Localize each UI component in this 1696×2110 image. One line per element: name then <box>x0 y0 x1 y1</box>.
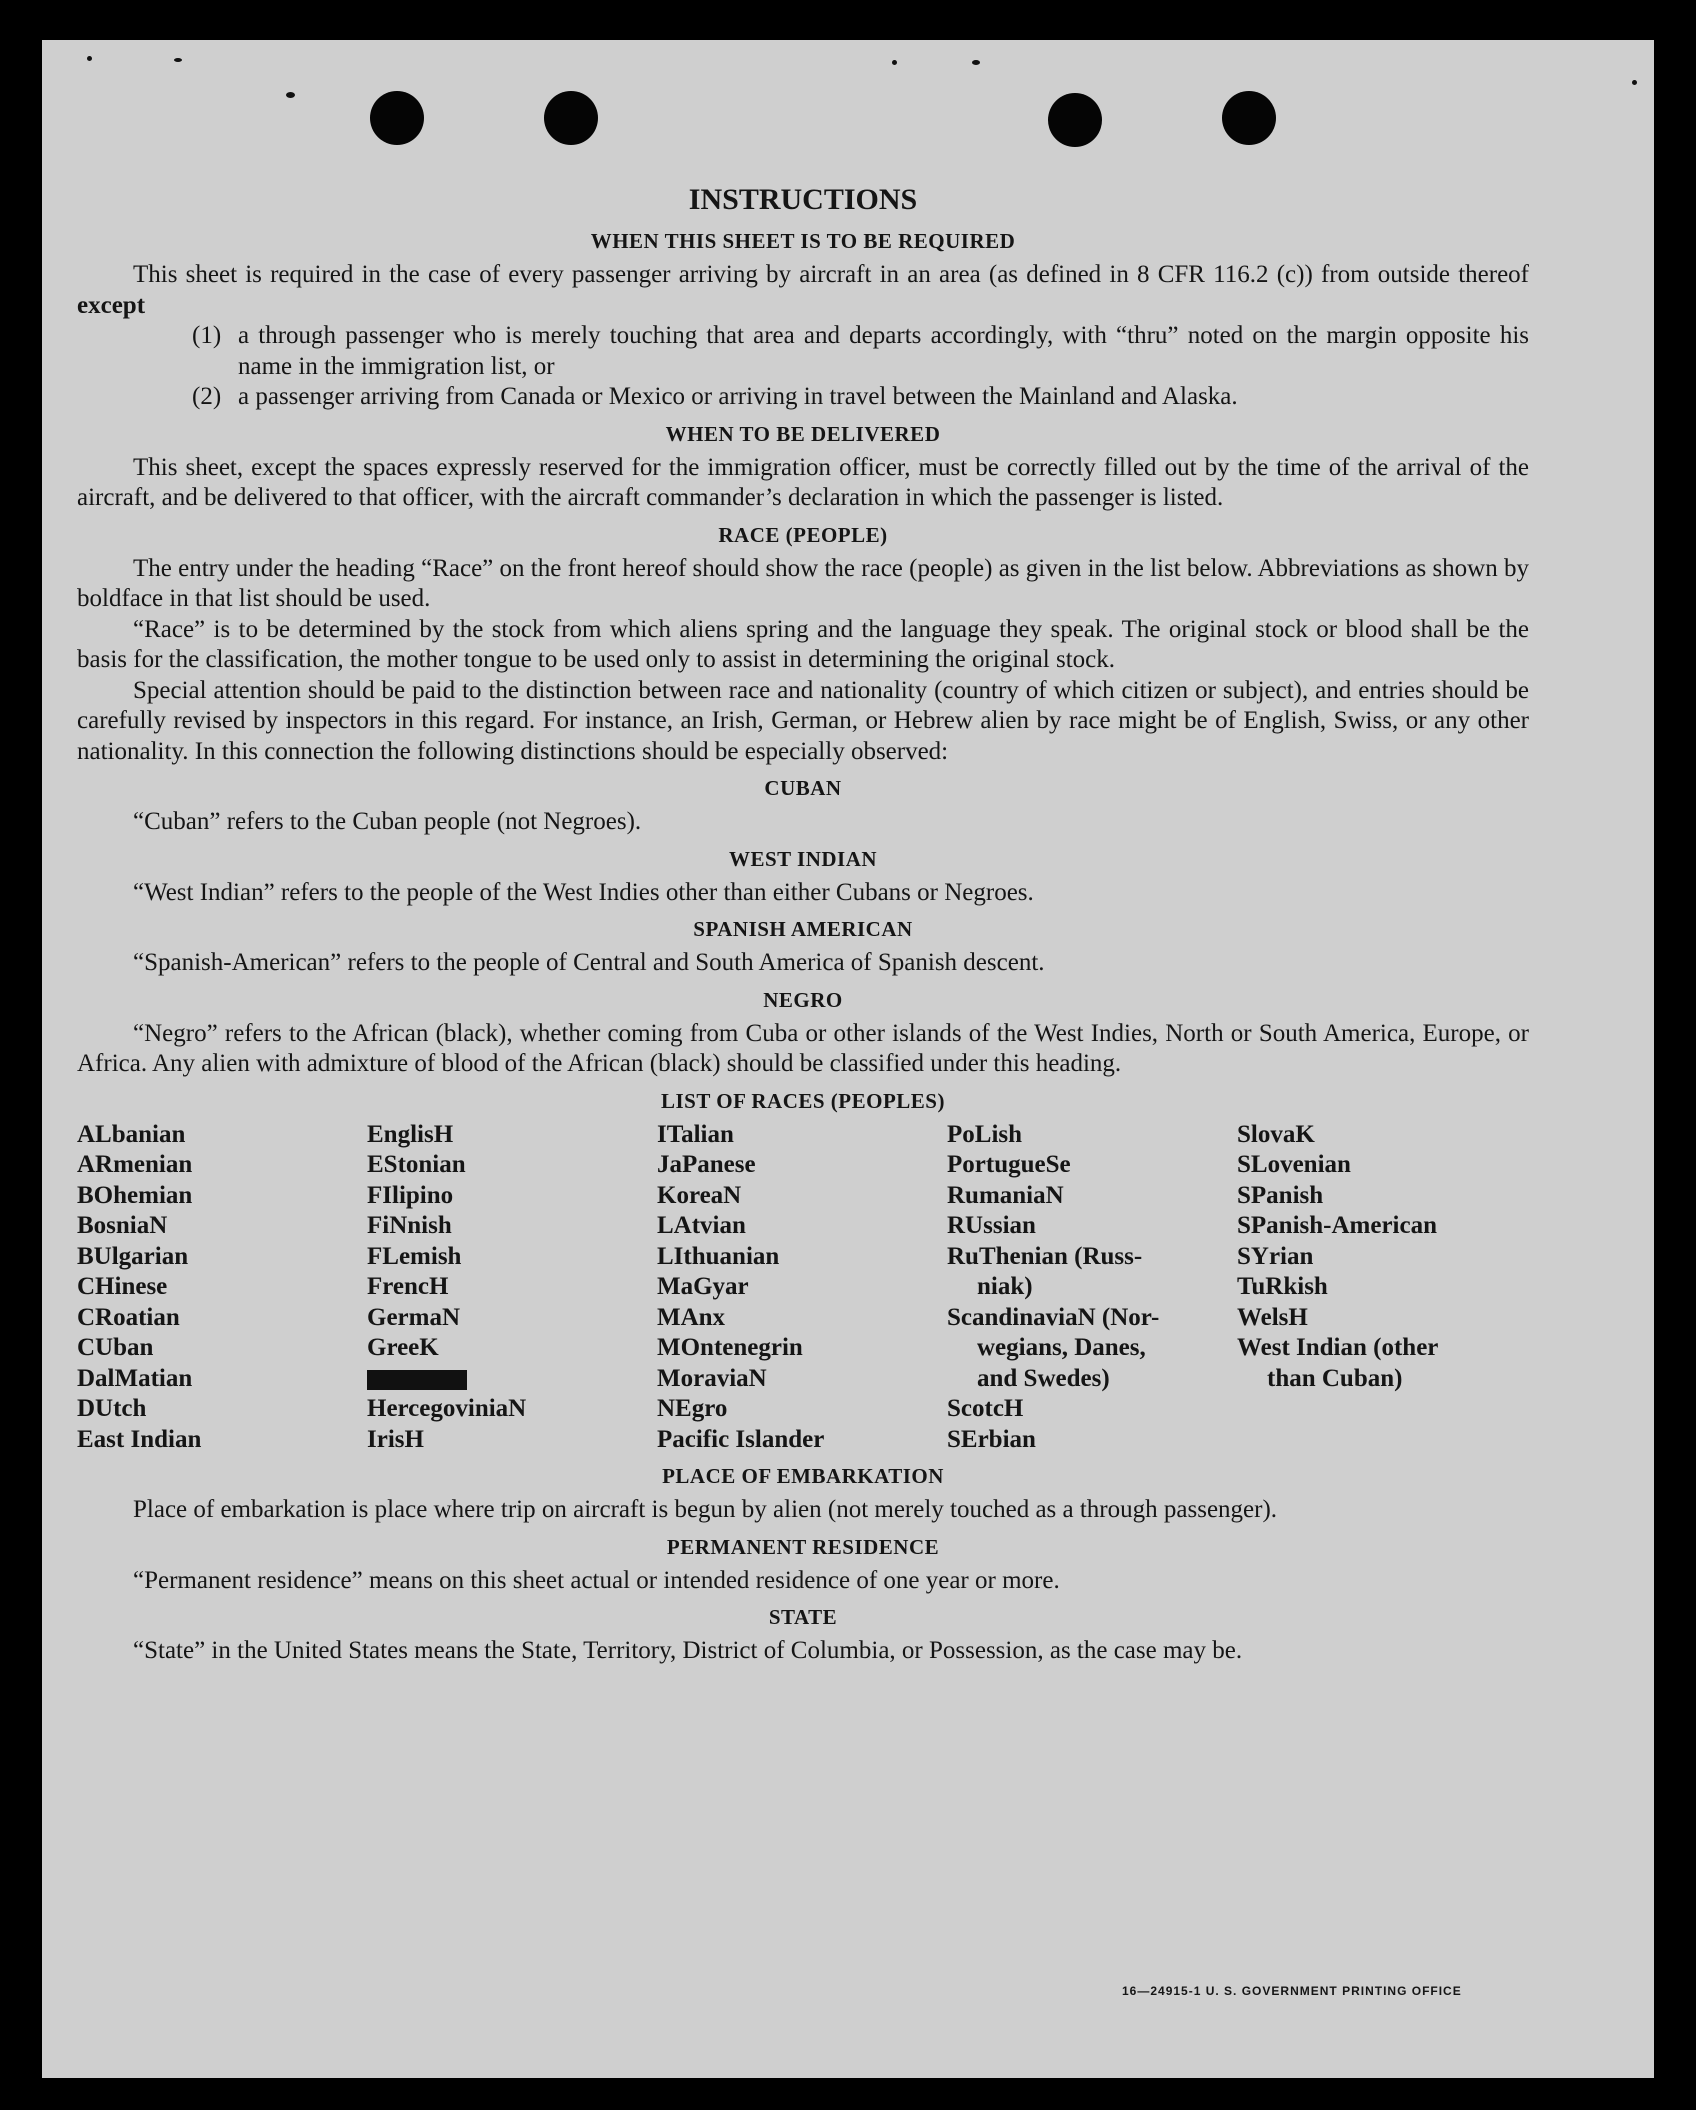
race-item: MoraviaN <box>657 1364 767 1392</box>
race-item: PoLish <box>947 1120 1023 1148</box>
race-item: CUban <box>77 1334 154 1361</box>
document-page <box>42 40 1654 2078</box>
race-item: West Indian (other <box>1237 1334 1439 1361</box>
printer-imprint: 16—24915-1 U. S. GOVERNMENT PRINTING OFFICE <box>1122 1984 1462 1998</box>
paragraph: This sheet is required in the case of every passenger arriving by aircraft in an area (as defined in 8 CFR 116.2 (c)) from outside thereof except <box>77 261 1529 319</box>
redaction-mark <box>367 1370 467 1390</box>
redacted-entry <box>367 1364 657 1395</box>
paragraph: This sheet, except the spaces expressly reserved for the immigration officer, must be correctly filled out by the time of the arrival of the aircraft, and be delivered to that officer, with the aircraft commander’s declaration in which the passenger is listed. <box>77 453 1529 511</box>
speck <box>87 56 92 61</box>
section-heading: PERMANENT RESIDENCE <box>666 1534 940 1559</box>
race-item: ARmenian <box>77 1151 193 1178</box>
race-item: EStonian <box>367 1151 466 1178</box>
race-item-continued: wegians, Danes, <box>977 1334 1146 1361</box>
race-column <box>947 1120 1237 1456</box>
race-item: FIlipino <box>367 1181 454 1209</box>
race-item: JaPanese <box>657 1151 756 1178</box>
race-item: FrencH <box>367 1273 449 1300</box>
speck <box>286 92 295 98</box>
paragraph: “State” in the United States means the State, Territory, District of Columbia, or Possession, as the case may be. <box>133 1637 1243 1664</box>
section-heading: RACE (PEOPLE) <box>718 522 888 547</box>
race-item: SPanish-American <box>1237 1212 1437 1239</box>
paragraph: Special attention should be paid to the distinction between race and nationality (country of which citizen or subject), and entries should be carefully revised by inspectors in this regard. For instance, an Irish, German, or Hebrew alien by race might be of English, Swiss, or any other nationality. In this connection the following distinctions should be especially observed: <box>77 676 1529 765</box>
race-item: Pacific Islander <box>657 1425 825 1453</box>
speck <box>1632 80 1637 85</box>
race-item: ScandinaviaN (Nor- <box>947 1303 1160 1331</box>
section-heading: NEGRO <box>763 987 843 1012</box>
paragraph: “West Indian” refers to the people of the West Indies other than either Cubans or Negroes. <box>133 878 1034 906</box>
race-item: GreeK <box>367 1334 439 1361</box>
race-item: HercegoviniaN <box>367 1395 527 1422</box>
punch-hole <box>1222 91 1276 145</box>
race-item: ScotcH <box>947 1395 1024 1422</box>
race-item-continued: niak) <box>977 1273 1033 1300</box>
race-list <box>77 1120 1529 1456</box>
section-heading: WHEN THIS SHEET IS TO BE REQUIRED <box>590 229 1016 253</box>
race-column <box>77 1120 367 1456</box>
race-item: MAnx <box>657 1303 726 1331</box>
race-item: CRoatian <box>77 1303 180 1331</box>
list-item: (2) a passenger arriving from Canada or Mexico or arriving in travel between the Mainland and Alaska. <box>192 383 1238 410</box>
race-item: KoreaN <box>657 1181 742 1209</box>
race-item-continued: and Swedes) <box>977 1364 1110 1392</box>
race-item: GermaN <box>367 1303 461 1331</box>
paragraph: “Spanish-American” refers to the people of Central and South America of Spanish descent. <box>133 949 1045 976</box>
race-item: SPanish <box>1237 1181 1324 1209</box>
race-item: WelsH <box>1237 1303 1308 1331</box>
race-item-continued: than Cuban) <box>1267 1364 1403 1392</box>
race-item: FLemish <box>367 1242 462 1270</box>
section-heading: WHEN TO BE DELIVERED <box>665 421 941 446</box>
race-item: SlovaK <box>1237 1120 1315 1148</box>
race-item: DUtch <box>77 1395 147 1422</box>
race-item: LIthuanian <box>657 1242 780 1270</box>
race-column <box>367 1120 657 1456</box>
race-item: BUlgarian <box>77 1242 189 1270</box>
race-item: SErbian <box>947 1425 1036 1453</box>
race-column <box>657 1120 947 1456</box>
punch-hole <box>370 91 424 145</box>
race-item: BosniaN <box>77 1212 168 1239</box>
list-item: (1) a through passenger who is merely touching that area and departs accordingly, with “thru” noted on the margin opposite his name in the immigration list, or <box>192 322 1529 380</box>
race-item: BOhemian <box>77 1181 193 1209</box>
punch-hole <box>1048 93 1102 147</box>
paragraph: “Negro” refers to the African (black), whether coming from Cuba or other islands of the West Indies, North or South America, Europe, or Africa. Any alien with admixture of blood of the African (black) should be classified under this heading. <box>77 1019 1529 1077</box>
paragraph: “Cuban” refers to the Cuban people (not Negroes). <box>133 808 642 835</box>
race-item: NEgro <box>657 1395 728 1422</box>
race-item: MaGyar <box>657 1273 749 1300</box>
section-heading: CUBAN <box>764 776 842 800</box>
paragraph: “Permanent residence” means on this sheet actual or intended residence of one year or more. <box>133 1566 1060 1594</box>
race-item: EnglisH <box>367 1120 454 1148</box>
speck <box>892 60 897 65</box>
paragraph: “Race” is to be determined by the stock from which aliens spring and the language they speak. The original stock or blood shall be the basis for the classification, the mother tongue to be used only to assist in determining the original stock. <box>77 615 1529 673</box>
instructions-content <box>77 180 1529 1667</box>
paragraph: The entry under the heading “Race” on the front hereof should show the race (people) as given in the list below. Abbreviations as shown by boldface in that list should be used. <box>77 554 1529 612</box>
section-heading: STATE <box>768 1605 838 1629</box>
race-item: ITalian <box>657 1120 734 1148</box>
section-heading: LIST OF RACES (PEOPLES) <box>661 1088 945 1113</box>
race-item: FiNnish <box>367 1212 452 1239</box>
race-item: SLovenian <box>1237 1151 1351 1178</box>
race-item: TuRkish <box>1237 1273 1328 1300</box>
race-item: IrisH <box>367 1425 424 1453</box>
race-item: RumaniaN <box>947 1181 1064 1209</box>
race-item: RUssian <box>947 1212 1036 1239</box>
section-heading: SPANISH AMERICAN <box>693 917 913 941</box>
race-item: RuThenian (Russ- <box>947 1242 1143 1270</box>
speck <box>972 60 980 65</box>
race-item: CHinese <box>77 1273 168 1300</box>
race-item: DalMatian <box>77 1364 193 1392</box>
page-title: INSTRUCTIONS <box>688 183 918 216</box>
race-item: LAtvian <box>657 1212 746 1239</box>
race-item: East Indian <box>77 1425 202 1453</box>
paragraph: Place of embarkation is place where trip on aircraft is begun by alien (not merely touched as a through passenger). <box>133 1496 1278 1523</box>
race-item: MOntenegrin <box>657 1334 803 1361</box>
race-item: PortugueSe <box>947 1151 1071 1178</box>
section-heading: PLACE OF EMBARKATION <box>662 1464 944 1488</box>
speck <box>174 58 182 62</box>
section-heading: WEST INDIAN <box>728 846 878 871</box>
race-item: ALbanian <box>77 1120 186 1148</box>
race-column <box>1237 1120 1527 1456</box>
race-item: SYrian <box>1237 1242 1314 1270</box>
punch-hole <box>544 91 598 145</box>
